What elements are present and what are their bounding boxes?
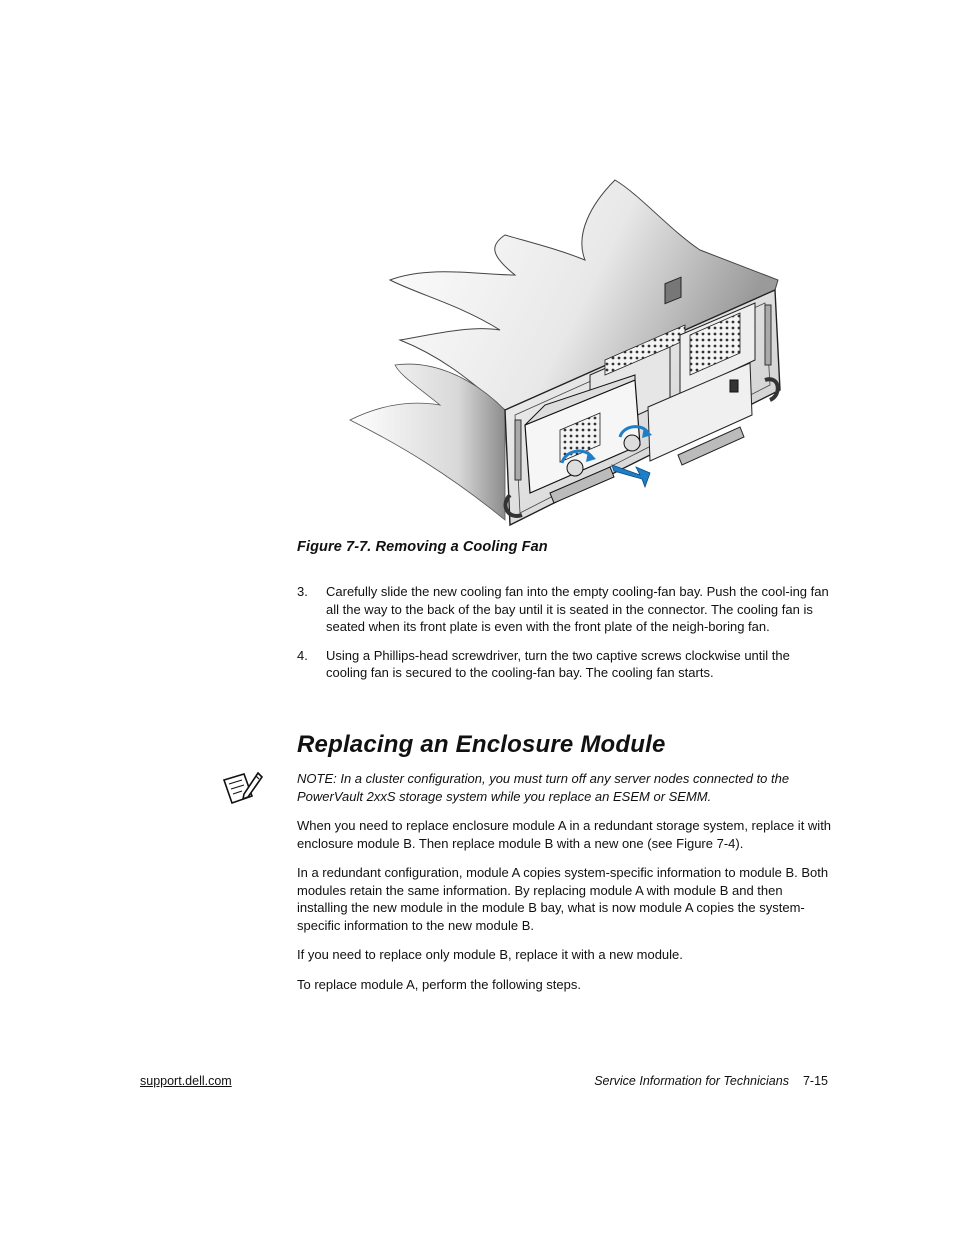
step-item <box>297 647 832 682</box>
captive-screw-right <box>624 435 640 451</box>
step-list <box>297 583 832 693</box>
section-body <box>297 770 832 1005</box>
step-text: Using a Phillips-head screwdriver, turn the two captive screws clockwise until the cooling fan is secured to the cooling-fan bay. The cooling fan starts. <box>326 647 790 681</box>
footer-support-link[interactable]: support.dell.com <box>140 1074 232 1088</box>
step-number: 4. <box>297 647 308 663</box>
step-text: Carefully slide the new cooling fan into the empty cooling-fan bay. Push the cool-ing fan all the way to the back of the bay until it is seated in the connector. The cooling fan is seated when its front plate is even with the front plate of the neigh-boring fan. <box>326 584 829 635</box>
paragraph: When you need to replace enclosure module A in a redundant storage system, replace it with enclosure module B. Then replace module B with a new one (see Figure 7-4). <box>297 818 832 851</box>
figure-caption: Figure 7-7. Removing a Cooling Fan <box>297 539 548 555</box>
footer-title: Service Information for Technicians <box>594 1074 789 1088</box>
cooling-fan-illustration <box>340 175 800 530</box>
pull-out-arrow <box>612 465 650 487</box>
paragraph: If you need to replace only module B, replace it with a new module. <box>297 947 683 962</box>
paragraph: In a redundant configuration, module A copies system-specific information to module B. Both modules retain the same information. By replacing module A with module B and then installing the new module in the module B bay, what is now module A copies the system-specific information to the new module B. <box>297 865 829 933</box>
section-heading: Replacing an Enclosure Module <box>297 731 666 758</box>
step-number: 3. <box>297 584 308 599</box>
paragraph: To replace module A, perform the following steps. <box>297 976 581 992</box>
page-number: 7-15 <box>802 1074 828 1088</box>
captive-screw-left <box>567 460 583 476</box>
footer-page-info <box>594 1074 828 1088</box>
note-pencil-icon <box>220 770 264 808</box>
step-item <box>297 583 832 636</box>
note-text: NOTE: In a cluster configuration, you must turn off any server nodes connected to the PowerVault 2xxS storage system while you replace an ESEM or SEMM. <box>297 771 790 804</box>
